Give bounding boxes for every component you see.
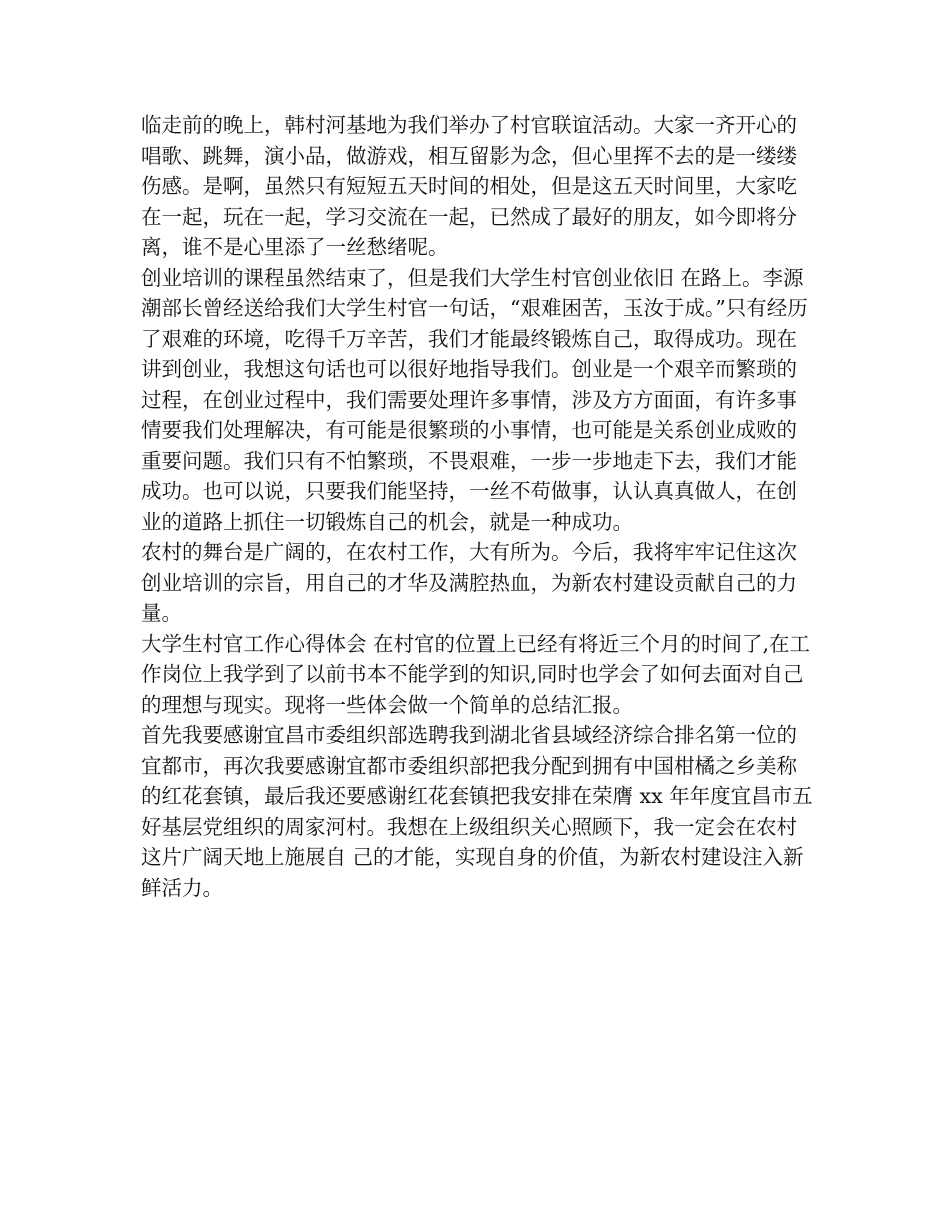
paragraph-work-experience: 大学生村官工作心得体会 在村官的位置上已经有将近三个月的时间了,在工作岗位上我学到了以前书本不能学到的知识,同时也学会了如何去面对自己的理想与现实。现将一些体会做一个简单的总结汇报。 [141, 631, 811, 717]
paragraph-farewell: 临走前的晚上，韩村河基地为我们举办了村官联谊活动。大家一齐开心的唱歌、跳舞，演小品，做游戏，相互留影为念，但心里挥不去的是一缕缕伤感。是啊，虽然只有短短五天时间的相处，但是这五天时间里，大家吃在一起，玩在一起，学习交流在一起，已然成了最好的朋友，如今即将分离，谁不是心里添了一丝愁绪呢。 [141, 113, 797, 259]
paragraph-rural-stage: 农村的舞台是广阔的，在农村工作，大有所为。今后，我将牢牢记住这次创业培训的宗旨，用自己的才华及满腔热血，为新农村建设贡献自己的力量。 [141, 540, 797, 625]
paragraph-gratitude: 首先我要感谢宜昌市委组织部选聘我到湖北省县域经济综合排名第一位的宜都市，再次我要感谢宜都市委组织部把我分配到拥有中国柑橘之乡美称的红花套镇，最后我还要感谢红花套镇把我安排在荣膺 xx 年年度宜昌市五好基层党组织的周家河村。我想在上级组织关心照顾下，我一定会在农村这片广阔天地上施展自 己的才能，实现自身的价值，为新农村建设注入新鲜活力。 [141, 723, 813, 900]
document-page [141, 110, 813, 903]
paragraph-entrepreneurship: 创业培训的课程虽然结束了，但是我们大学生村官创业依旧 在路上。李源潮部长曾经送给我们大学生村官一句话，“艰难困苦，玉汝于成。”只有经历了艰难的环境，吃得千万辛苦，我们才能最终锻炼自己，取得成功。现在讲到创业，我想这句话也可以很好地指导我们。创业是一个艰辛而繁琐的过程，在创业过程中，我们需要处理许多事情，涉及方方面面，有许多事情要我们处理解决，有可能是很繁琐的小事情，也可能是关系创业成败的重要问题。我们只有不怕繁琐，不畏艰难，一步一步地走下去，我们才能成功。也可以说，只要我们能坚持，一丝不苟做事，认认真真做人，在创业的道路上抓住一切锻炼自己的机会，就是一种成功。 [141, 265, 808, 534]
